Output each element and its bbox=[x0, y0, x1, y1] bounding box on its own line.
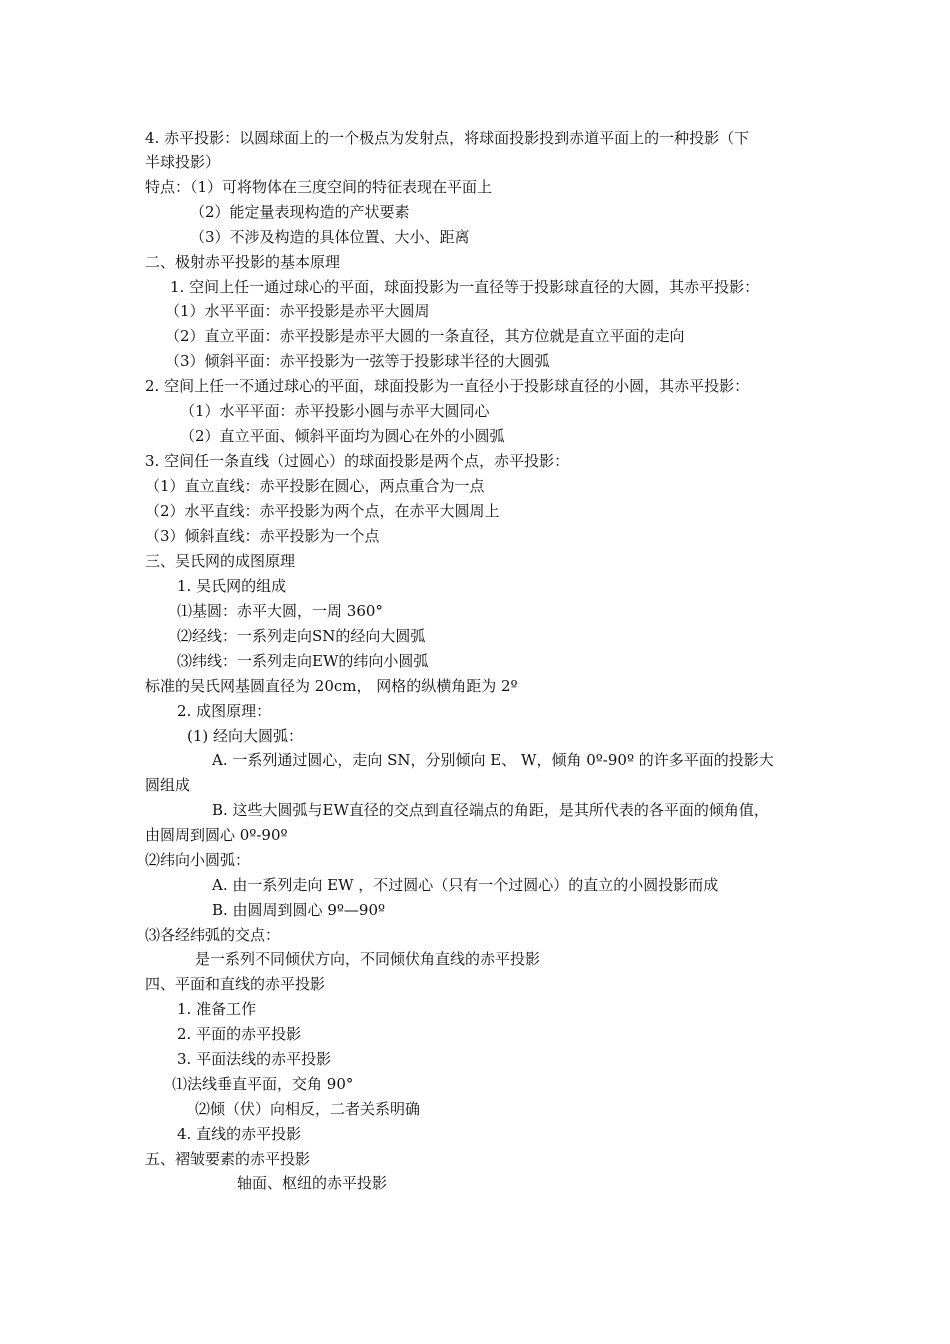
text-line: ⑵纬向小圆弧： bbox=[145, 851, 251, 869]
text-line: 4. 直线的赤平投影 bbox=[177, 1125, 302, 1143]
text-line: (1) 经向大圆弧： bbox=[187, 727, 304, 745]
text-line: 特点：（1）可将物体在三度空间的特征表现在平面上 bbox=[145, 178, 493, 196]
text-line: ⑵经线：一系列走向SN的经向大圆弧 bbox=[177, 627, 426, 645]
text-line: 1. 吴氏网的组成 bbox=[177, 577, 287, 595]
text-line: B. 由圆周到圆心 9º—90º bbox=[212, 901, 386, 919]
text-line: （1）水平平面：赤平投影小圆与赤平大圆同心 bbox=[180, 402, 490, 420]
text-line: 2. 成图原理： bbox=[177, 702, 272, 720]
text-line: A. 由一系列走向 EW ，不过圆心（只有一个过圆心）的直立的小圆投影而成 bbox=[212, 876, 719, 894]
section-heading: 三、吴氏网的成图原理 bbox=[145, 552, 296, 570]
text-line: A. 一系列通过圆心，走向 SN，分别倾向 E、 W，倾角 0º-90º 的许多平面的投影大 bbox=[212, 751, 774, 769]
text-line: 4. 赤平投影：以圆球面上的一个极点为发射点，将球面投影投到赤道平面上的一种投影（下 bbox=[145, 129, 750, 147]
text-line: ⑴法线垂直平面，交角 90° bbox=[172, 1075, 354, 1093]
text-line: ⑶纬线：一系列走向EW的纬向小圆弧 bbox=[177, 652, 429, 670]
text-line: 是一系列不同倾伏方向，不同倾伏角直线的赤平投影 bbox=[195, 950, 541, 968]
section-heading: 四、平面和直线的赤平投影 bbox=[145, 975, 326, 993]
text-line: 3. 空间任一条直线（过圆心）的球面投影是两个点，赤平投影： bbox=[145, 452, 570, 470]
text-line: （1）直立直线：赤平投影在圆心，两点重合为一点 bbox=[145, 477, 485, 495]
text-line: 2. 平面的赤平投影 bbox=[177, 1025, 302, 1043]
text-line: （2）直立平面：赤平投影是赤平大圆的一条直径，其方位就是直立平面的走向 bbox=[165, 327, 685, 345]
text-line: （2）水平直线：赤平投影为两个点，在赤平大圆周上 bbox=[145, 502, 500, 520]
text-line: 标准的吴氏网基圆直径为 20cm， 网格的纵横角距为 2º bbox=[145, 677, 518, 695]
text-line: 1. 准备工作 bbox=[177, 1000, 257, 1018]
text-line: ⑴基圆：赤平大圆，一周 360° bbox=[177, 602, 383, 620]
text-line: 1. 空间上任一通过球心的平面，球面投影为一直径等于投影球直径的大圆，其赤平投影： bbox=[170, 278, 760, 296]
text-line: （3）倾斜直线：赤平投影为一个点 bbox=[145, 527, 380, 545]
text-line: （2）直立平面、倾斜平面均为圆心在外的小圆弧 bbox=[180, 427, 505, 445]
section-heading: 五、褶皱要素的赤平投影 bbox=[145, 1150, 311, 1168]
text-line: （3）倾斜平面：赤平投影为一弦等于投影球半径的大圆弧 bbox=[165, 352, 550, 370]
text-line: 由圆周到圆心 0º-90º bbox=[145, 826, 288, 844]
text-line: 半球投影） bbox=[145, 153, 221, 171]
text-line: （1）水平平面：赤平投影是赤平大圆周 bbox=[165, 302, 430, 320]
text-line: 2. 空间上任一不通过球心的平面，球面投影为一直径小于投影球直径的小圆，其赤平投影： bbox=[145, 377, 750, 395]
text-line: ⑶各经纬弧的交点： bbox=[145, 926, 281, 944]
text-line: （2）能定量表现构造的产状要素 bbox=[190, 203, 410, 221]
text-line: 圆组成 bbox=[145, 776, 191, 794]
section-heading: 二、极射赤平投影的基本原理 bbox=[145, 253, 341, 271]
text-line: ⑵倾（伏）向相反，二者关系明确 bbox=[195, 1100, 421, 1118]
text-line: B. 这些大圆弧与EW直径的交点到直径端点的角距，是其所代表的各平面的倾角值， bbox=[212, 801, 769, 819]
text-line: （3）不涉及构造的具体位置、大小、距离 bbox=[190, 228, 470, 246]
text-line: 轴面、枢纽的赤平投影 bbox=[237, 1174, 388, 1192]
text-line: 3. 平面法线的赤平投影 bbox=[177, 1050, 332, 1068]
